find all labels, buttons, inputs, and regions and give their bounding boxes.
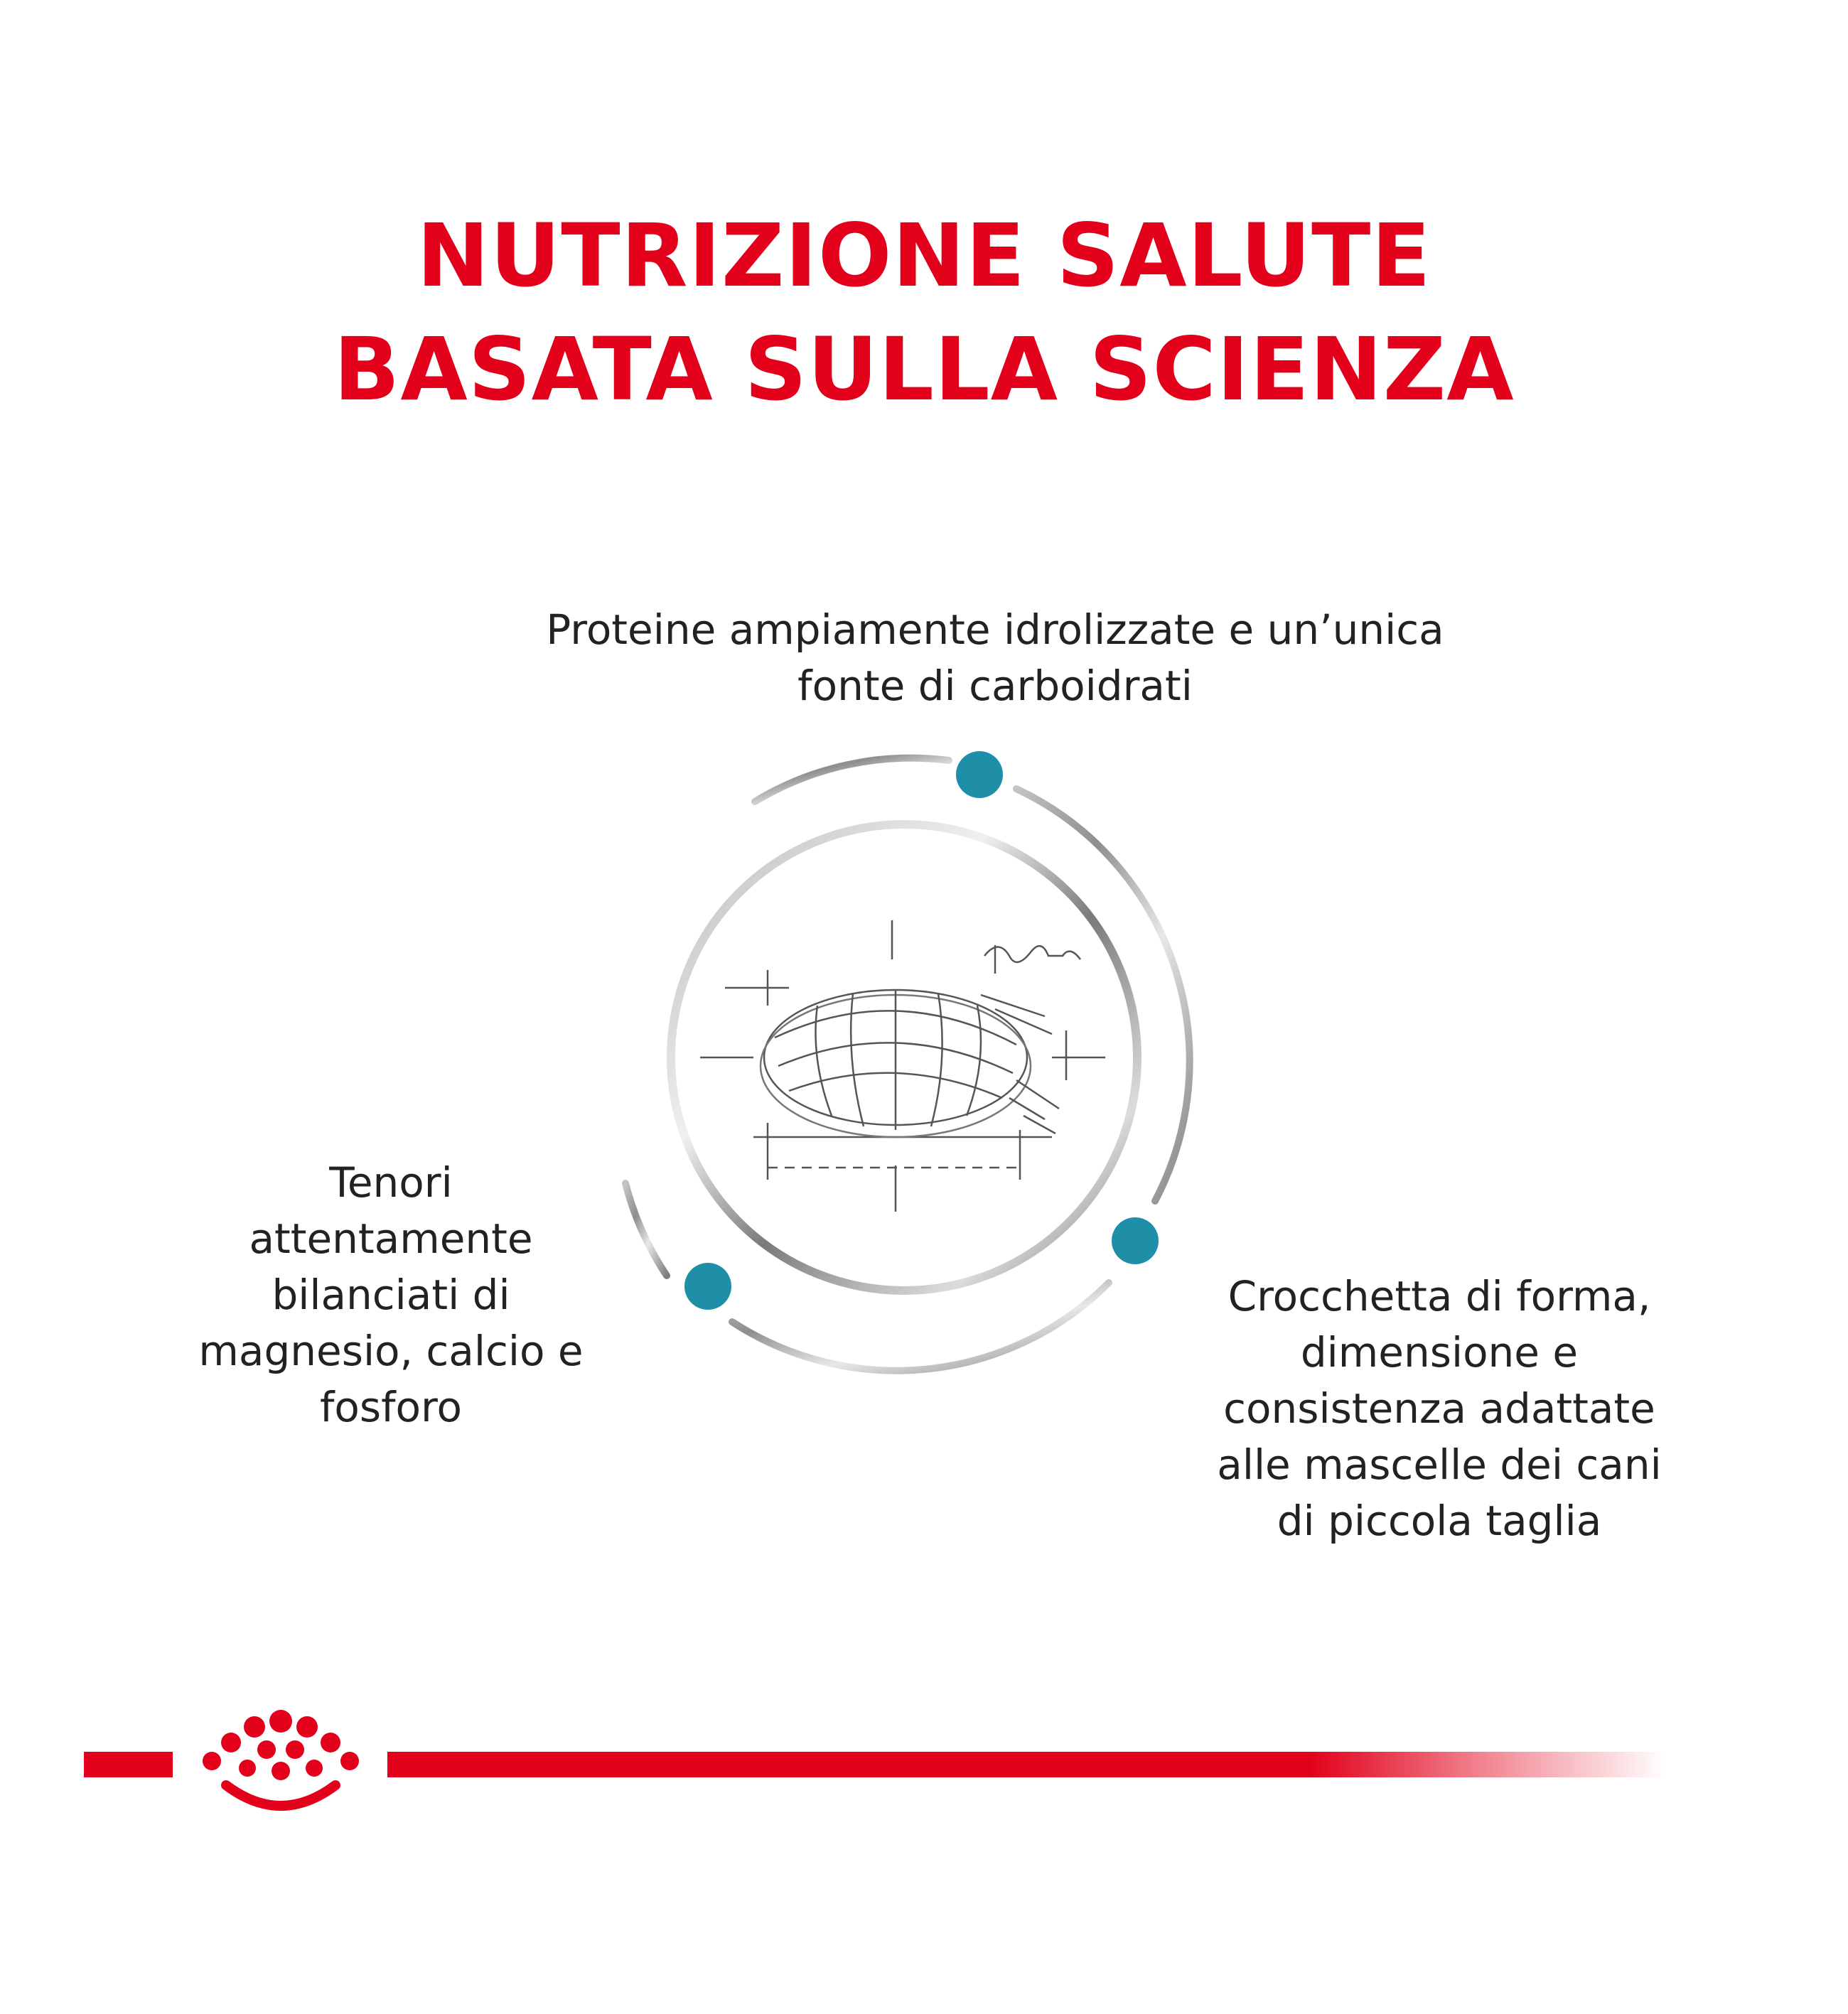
outer-ring-arc-left <box>625 1183 667 1276</box>
feature-text-line: magnesio, calcio e <box>198 1327 584 1375</box>
outer-ring-arc-right <box>1016 789 1190 1201</box>
outer-ring-arc-top <box>755 758 949 802</box>
footer-bar-left <box>84 1752 173 1777</box>
feature-text-line: fosforo <box>319 1383 463 1431</box>
feature-text-line: attentamente <box>249 1215 533 1263</box>
feature-text-line: Proteine ampiamente idrolizzate e un’unica <box>546 605 1444 654</box>
teal-dot-left <box>684 1263 731 1310</box>
teal-dot-right <box>1112 1217 1159 1264</box>
headline-line-2: BASATA SULLA SCIENZA <box>333 319 1515 420</box>
feature-text-line: dimensione e <box>1300 1328 1579 1377</box>
feature-text-line: Tenori <box>329 1158 453 1207</box>
feature-text-line: consistenza adattate <box>1223 1384 1655 1433</box>
outer-ring-arc-bottom <box>732 1283 1109 1371</box>
footer-bar-right <box>387 1752 1667 1777</box>
feature-text-line: di piccola taglia <box>1277 1497 1602 1545</box>
kibble-sketch-illustration <box>700 920 1105 1212</box>
headline-line-1: NUTRIZIONE SALUTE <box>417 205 1431 306</box>
feature-kibble-shape <box>1173 1269 1706 1549</box>
feature-minerals <box>156 1155 625 1436</box>
feature-text-line: Crocchetta di forma, <box>1227 1272 1651 1320</box>
feature-text-line: alle mascelle dei cani <box>1217 1441 1662 1489</box>
crown-logo-icon <box>192 1706 370 1819</box>
teal-dot-top <box>956 751 1003 798</box>
feature-text-line: fonte di carboidrati <box>797 662 1193 710</box>
feature-protein-carbohydrate <box>426 602 1564 714</box>
feature-text-line: bilanciati di <box>272 1271 510 1319</box>
